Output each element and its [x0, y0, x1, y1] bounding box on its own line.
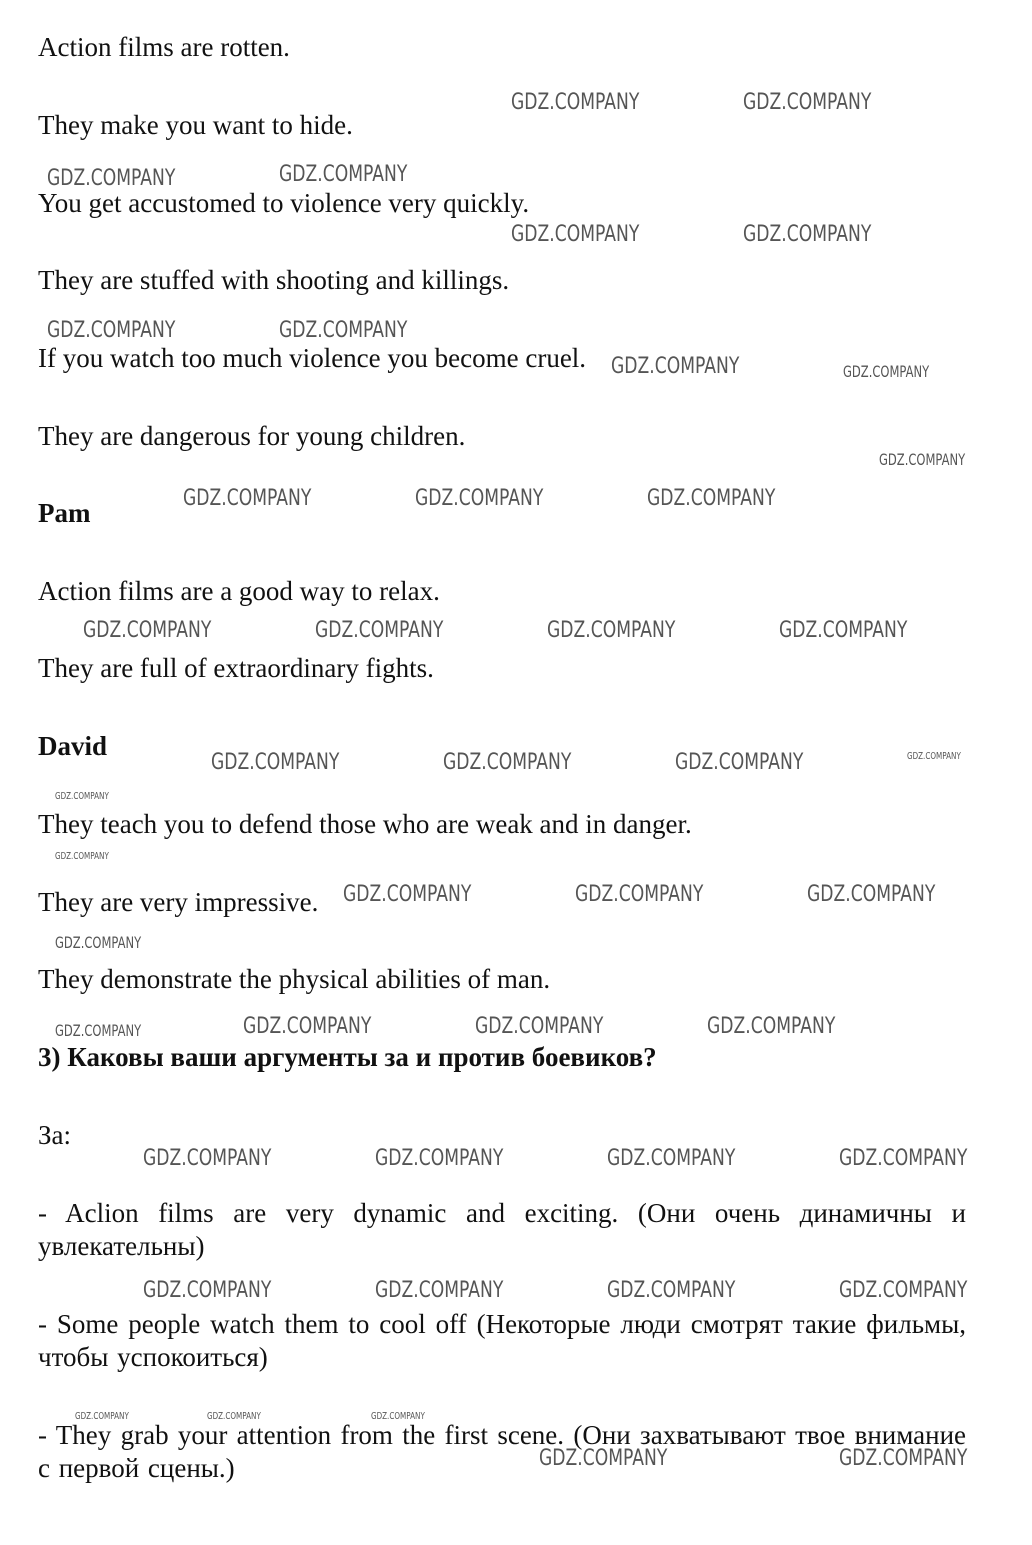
watermark: GDZ.COMPANY [279, 162, 408, 187]
argument-paragraph: - Some people watch them to cool off (Некоторые люди смотрят такие фильмы, чтобы успокоиться) [38, 1309, 966, 1372]
argument-paragraph: - Aclion films are very dynamic and exciting. (Они очень динамичны и увлекательны) [38, 1198, 966, 1261]
watermark: GDZ.COMPANY [55, 851, 109, 862]
text-line: They are very impressive. [38, 887, 319, 917]
text-line: They demonstrate the physical abilities of man. [38, 964, 551, 994]
watermark: GDZ.COMPANY [143, 1278, 272, 1303]
watermark: GDZ.COMPANY [315, 618, 444, 643]
watermark: GDZ.COMPANY [839, 1446, 968, 1471]
watermark: GDZ.COMPANY [807, 882, 936, 907]
watermark: GDZ.COMPANY [47, 166, 176, 191]
watermark: GDZ.COMPANY [375, 1146, 504, 1171]
watermark: GDZ.COMPANY [343, 882, 472, 907]
watermark: GDZ.COMPANY [779, 618, 908, 643]
text-line: They are stuffed with shooting and killings. [38, 265, 510, 295]
watermark: GDZ.COMPANY [839, 1278, 968, 1303]
watermark: GDZ.COMPANY [83, 618, 212, 643]
watermark: GDZ.COMPANY [907, 751, 961, 762]
watermark: GDZ.COMPANY [511, 90, 640, 115]
watermark: GDZ.COMPANY [539, 1446, 668, 1471]
watermark: GDZ.COMPANY [607, 1278, 736, 1303]
watermark: GDZ.COMPANY [279, 318, 408, 343]
watermark: GDZ.COMPANY [839, 1146, 968, 1171]
watermark: GDZ.COMPANY [55, 791, 109, 802]
watermark: GDZ.COMPANY [511, 222, 640, 247]
watermark: GDZ.COMPANY [371, 1411, 425, 1422]
watermark: GDZ.COMPANY [47, 318, 176, 343]
text-line: You get accustomed to violence very quickly. [38, 188, 530, 218]
watermark: GDZ.COMPANY [55, 933, 142, 952]
question-heading: 3) Каковы ваши аргументы за и против боевиков? [38, 1042, 657, 1072]
text-line: Action films are rotten. [38, 32, 290, 62]
watermark: GDZ.COMPANY [55, 1021, 142, 1040]
watermark: GDZ.COMPANY [183, 486, 312, 511]
watermark: GDZ.COMPANY [243, 1014, 372, 1039]
watermark: GDZ.COMPANY [879, 450, 966, 469]
watermark: GDZ.COMPANY [743, 222, 872, 247]
argument-paragraph: - They grab your attention from the first scene. (Они захватывают твое внимание с первой сцены.) [38, 1420, 966, 1483]
watermark: GDZ.COMPANY [75, 1411, 129, 1422]
watermark: GDZ.COMPANY [647, 486, 776, 511]
watermark: GDZ.COMPANY [443, 750, 572, 775]
watermark: GDZ.COMPANY [707, 1014, 836, 1039]
watermark: GDZ.COMPANY [547, 618, 676, 643]
text-line: They make you want to hide. [38, 110, 353, 140]
text-line: Action films are a good way to relax. [38, 576, 440, 606]
text-line: If you watch too much violence you become cruel. [38, 343, 587, 373]
text-line: За: [38, 1120, 72, 1150]
speaker-heading-pam: Pam [38, 498, 91, 528]
watermark: GDZ.COMPANY [843, 362, 930, 381]
watermark: GDZ.COMPANY [575, 882, 704, 907]
text-line: They are full of extraordinary fights. [38, 653, 434, 683]
watermark: GDZ.COMPANY [475, 1014, 604, 1039]
watermark: GDZ.COMPANY [211, 750, 340, 775]
watermark: GDZ.COMPANY [743, 90, 872, 115]
watermark: GDZ.COMPANY [143, 1146, 272, 1171]
watermark: GDZ.COMPANY [207, 1411, 261, 1422]
watermark: GDZ.COMPANY [675, 750, 804, 775]
watermark: GDZ.COMPANY [607, 1146, 736, 1171]
speaker-heading-david: David [38, 731, 108, 761]
watermark: GDZ.COMPANY [375, 1278, 504, 1303]
text-line: They teach you to defend those who are weak and in danger. [38, 809, 692, 839]
watermark: GDZ.COMPANY [611, 354, 740, 379]
text-line: They are dangerous for young children. [38, 421, 466, 451]
watermark: GDZ.COMPANY [415, 486, 544, 511]
